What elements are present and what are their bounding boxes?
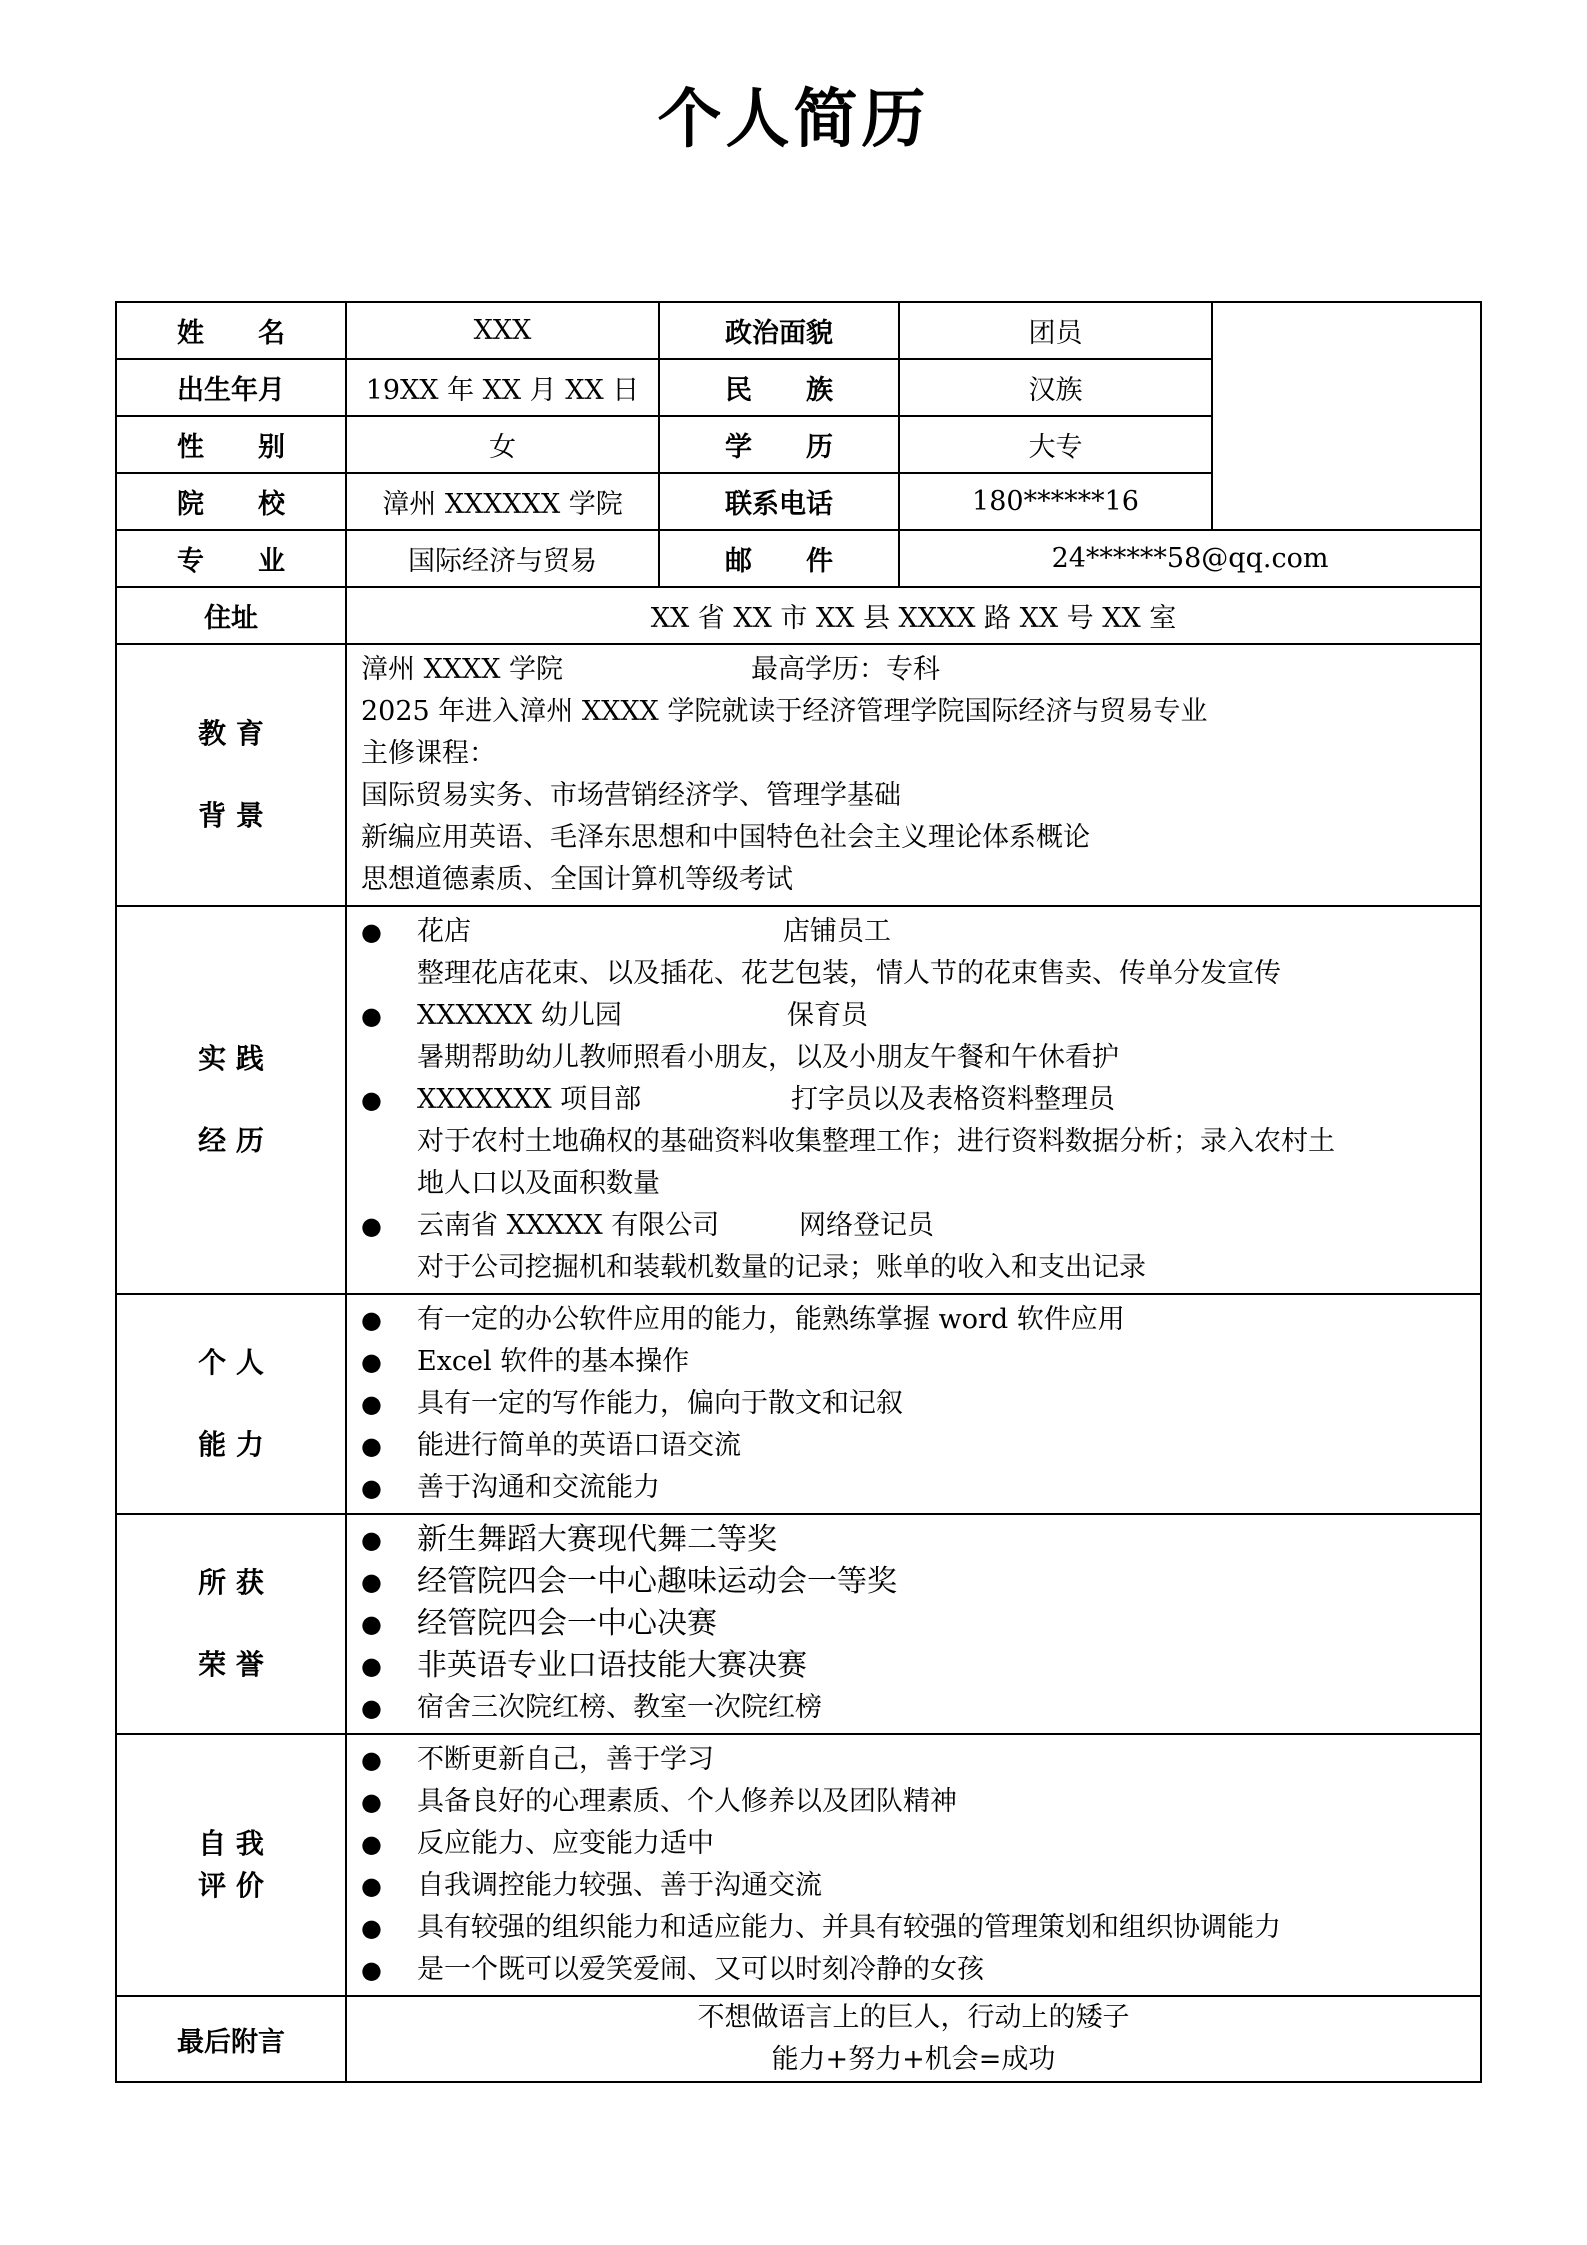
practice-desc: 对于公司挖掘机和装载机数量的记录；账单的收入和支出记录: [417, 1252, 1146, 1283]
practice-label-line1: 实 践: [198, 1042, 264, 1075]
phone-value: 180******16: [899, 473, 1212, 530]
honor-item: 经管院四会一中心决赛: [417, 1606, 717, 1641]
list-item: [361, 1781, 1480, 1823]
address-label: 住址: [116, 587, 346, 644]
list-item: [361, 1519, 1480, 1561]
ability-label: [116, 1294, 346, 1514]
honor-item: 宿舍三次院红榜、教室一次院红榜: [417, 1692, 822, 1723]
major-value: 国际经济与贸易: [346, 530, 659, 587]
practice-org: XXXXXXX 项目部: [417, 1084, 642, 1115]
practice-desc: 对于农村土地确权的基础资料收集整理工作；进行资料数据分析；录入农村土地人口以及面积数量: [417, 1126, 1335, 1199]
education-line: 国际贸易实务、市场营销经济学、管理学基础: [361, 780, 901, 811]
practice-org: 花店: [417, 916, 471, 947]
list-item: [361, 1299, 1480, 1341]
name-label: 姓 名: [116, 302, 346, 359]
ability-item: 善于沟通和交流能力: [417, 1472, 660, 1503]
list-item: [361, 1467, 1480, 1509]
major-label: 专 业: [116, 530, 346, 587]
bullet-icon: ●: [361, 1652, 382, 1680]
bullet-icon: ●: [361, 1746, 382, 1774]
bullet-icon: ●: [361, 1432, 382, 1460]
ability-label-line2: 能 力: [198, 1428, 264, 1461]
school-value: 漳州 XXXXXX 学院: [346, 473, 659, 530]
practice-label: [116, 906, 346, 1294]
list-item: [361, 1425, 1480, 1467]
honors-label-line2: 荣 誉: [198, 1648, 264, 1681]
list-item: [361, 1687, 1480, 1729]
list-item: [361, 1561, 1480, 1603]
education-line: 主修课程：: [361, 738, 496, 769]
education-school-line: [361, 649, 1480, 691]
bullet-icon: ●: [361, 1526, 382, 1554]
self-eval-item: 具备良好的心理素质、个人修养以及团队精神: [417, 1786, 957, 1817]
row-self-eval: [116, 1734, 1481, 1996]
education-line: 新编应用英语、毛泽东思想和中国特色社会主义理论体系概论: [361, 822, 1090, 853]
honors-label-line1: 所 获: [198, 1566, 264, 1599]
self-eval-item: 具有较强的组织能力和适应能力、并具有较强的管理策划和组织协调能力: [417, 1912, 1281, 1943]
self-eval-content: [346, 1734, 1481, 1996]
bullet-icon: ●: [361, 1956, 382, 1984]
ability-item: 能进行简单的英语口语交流: [417, 1430, 741, 1461]
bullet-icon: ●: [361, 1306, 382, 1334]
honors-label: [116, 1514, 346, 1734]
bullet-icon: ●: [361, 1610, 382, 1638]
phone-label: 联系电话: [659, 473, 899, 530]
gender-value: 女: [346, 416, 659, 473]
list-item: [361, 1341, 1480, 1383]
education-label-line1: 教 育: [198, 717, 264, 750]
final-line: 能力+努力+机会=成功: [771, 2044, 1056, 2075]
nation-label: 民 族: [659, 359, 899, 416]
ability-label-line1: 个 人: [198, 1346, 264, 1379]
page-title: 个人简历: [657, 82, 930, 157]
final-label: 最后附言: [116, 1996, 346, 2082]
practice-org: 云南省 XXXXX 有限公司: [417, 1210, 720, 1241]
list-item: [361, 1823, 1480, 1865]
education-label: [116, 644, 346, 906]
email-value: 24******58@qq.com: [899, 530, 1481, 587]
bullet-icon: ●: [361, 1872, 382, 1900]
practice-org: XXXXXX 幼儿园: [417, 1000, 622, 1031]
list-item: [361, 1949, 1480, 1991]
degree-label: 学 历: [659, 416, 899, 473]
education-line: 思想道德素质、全国计算机等级考试: [361, 864, 793, 895]
practice-label-line2: 经 历: [198, 1124, 264, 1157]
practice-role: 保育员: [787, 1000, 868, 1031]
list-item: [361, 1865, 1480, 1907]
honor-item: 经管院四会一中心趣味运动会一等奖: [417, 1564, 897, 1599]
education-content: [346, 644, 1481, 906]
bullet-icon: ●: [361, 1086, 382, 1114]
bullet-icon: ●: [361, 1002, 382, 1030]
honor-item: 非英语专业口语技能大赛决赛: [417, 1648, 807, 1683]
row-address: [116, 587, 1481, 644]
practice-item-header: [361, 995, 1480, 1037]
bullet-icon: ●: [361, 1788, 382, 1816]
row-practice: [116, 906, 1481, 1294]
political-label: 政治面貌: [659, 302, 899, 359]
list-item: [361, 1645, 1480, 1687]
bullet-icon: ●: [361, 1568, 382, 1596]
row-name: [116, 302, 1481, 359]
political-value: 团员: [899, 302, 1212, 359]
practice-desc: 暑期帮助幼儿教师照看小朋友，以及小朋友午餐和午休看护: [417, 1042, 1119, 1073]
list-item: [361, 1907, 1480, 1949]
address-value: XX 省 XX 市 XX 县 XXXX 路 XX 号 XX 室: [346, 587, 1481, 644]
birth-label: 出生年月: [116, 359, 346, 416]
ability-item: 有一定的办公软件应用的能力，能熟练掌握 word 软件应用: [417, 1304, 1125, 1335]
row-final: [116, 1996, 1481, 2082]
ability-item: 具有一定的写作能力，偏向于散文和记叙: [417, 1388, 903, 1419]
education-label-line2: 背 景: [198, 799, 264, 832]
gender-label: 性 别: [116, 416, 346, 473]
practice-item-header: [361, 1205, 1480, 1247]
resume-table: [115, 301, 1482, 2083]
row-honors: [116, 1514, 1481, 1734]
self-eval-item: 自我调控能力较强、善于沟通交流: [417, 1870, 822, 1901]
email-label: 邮 件: [659, 530, 899, 587]
bullet-icon: ●: [361, 1694, 382, 1722]
practice-role: 打字员以及表格资料整理员: [791, 1084, 1115, 1115]
self-eval-label: [116, 1734, 346, 1996]
bullet-icon: ●: [361, 1348, 382, 1376]
practice-content: [346, 906, 1481, 1294]
self-eval-item: 是一个既可以爱笑爱闹、又可以时刻冷静的女孩: [417, 1954, 984, 1985]
education-highest: 最高学历：专科: [751, 654, 940, 685]
practice-desc: 整理花店花束、以及插花、花艺包装，情人节的花束售卖、传单分发宣传: [417, 958, 1281, 989]
final-line: 不想做语言上的巨人，行动上的矮子: [697, 2002, 1130, 2033]
bullet-icon: ●: [361, 1474, 382, 1502]
practice-role: 店铺员工: [783, 916, 891, 947]
bullet-icon: ●: [361, 1830, 382, 1858]
self-eval-label-line2: 评 价: [198, 1869, 264, 1902]
self-eval-item: 反应能力、应变能力适中: [417, 1828, 714, 1859]
ability-item: Excel 软件的基本操作: [417, 1346, 690, 1377]
row-ability: [116, 1294, 1481, 1514]
degree-value: 大专: [899, 416, 1212, 473]
bullet-icon: ●: [361, 918, 382, 946]
education-line: 2025 年进入漳州 XXXX 学院就读于经济管理学院国际经济与贸易专业: [361, 696, 1208, 727]
honors-content: [346, 1514, 1481, 1734]
row-education: [116, 644, 1481, 906]
practice-item-header: [361, 911, 1480, 953]
row-major: [116, 530, 1481, 587]
ability-content: [346, 1294, 1481, 1514]
self-eval-item: 不断更新自己，善于学习: [417, 1744, 714, 1775]
bullet-icon: ●: [361, 1914, 382, 1942]
list-item: [361, 1603, 1480, 1645]
name-value: XXX: [346, 302, 659, 359]
bullet-icon: ●: [361, 1390, 382, 1418]
list-item: [361, 1739, 1480, 1781]
school-label: 院 校: [116, 473, 346, 530]
birth-value: 19XX 年 XX 月 XX 日: [346, 359, 659, 416]
practice-item-header: [361, 1079, 1480, 1121]
self-eval-label-line1: 自 我: [198, 1827, 264, 1860]
list-item: [361, 1383, 1480, 1425]
photo-placeholder: [1212, 302, 1481, 530]
nation-value: 汉族: [899, 359, 1212, 416]
practice-role: 网络登记员: [799, 1210, 934, 1241]
honor-item: 新生舞蹈大赛现代舞二等奖: [417, 1522, 777, 1557]
bullet-icon: ●: [361, 1212, 382, 1240]
final-content: [346, 1996, 1481, 2082]
education-school: 漳州 XXXX 学院: [361, 654, 564, 685]
